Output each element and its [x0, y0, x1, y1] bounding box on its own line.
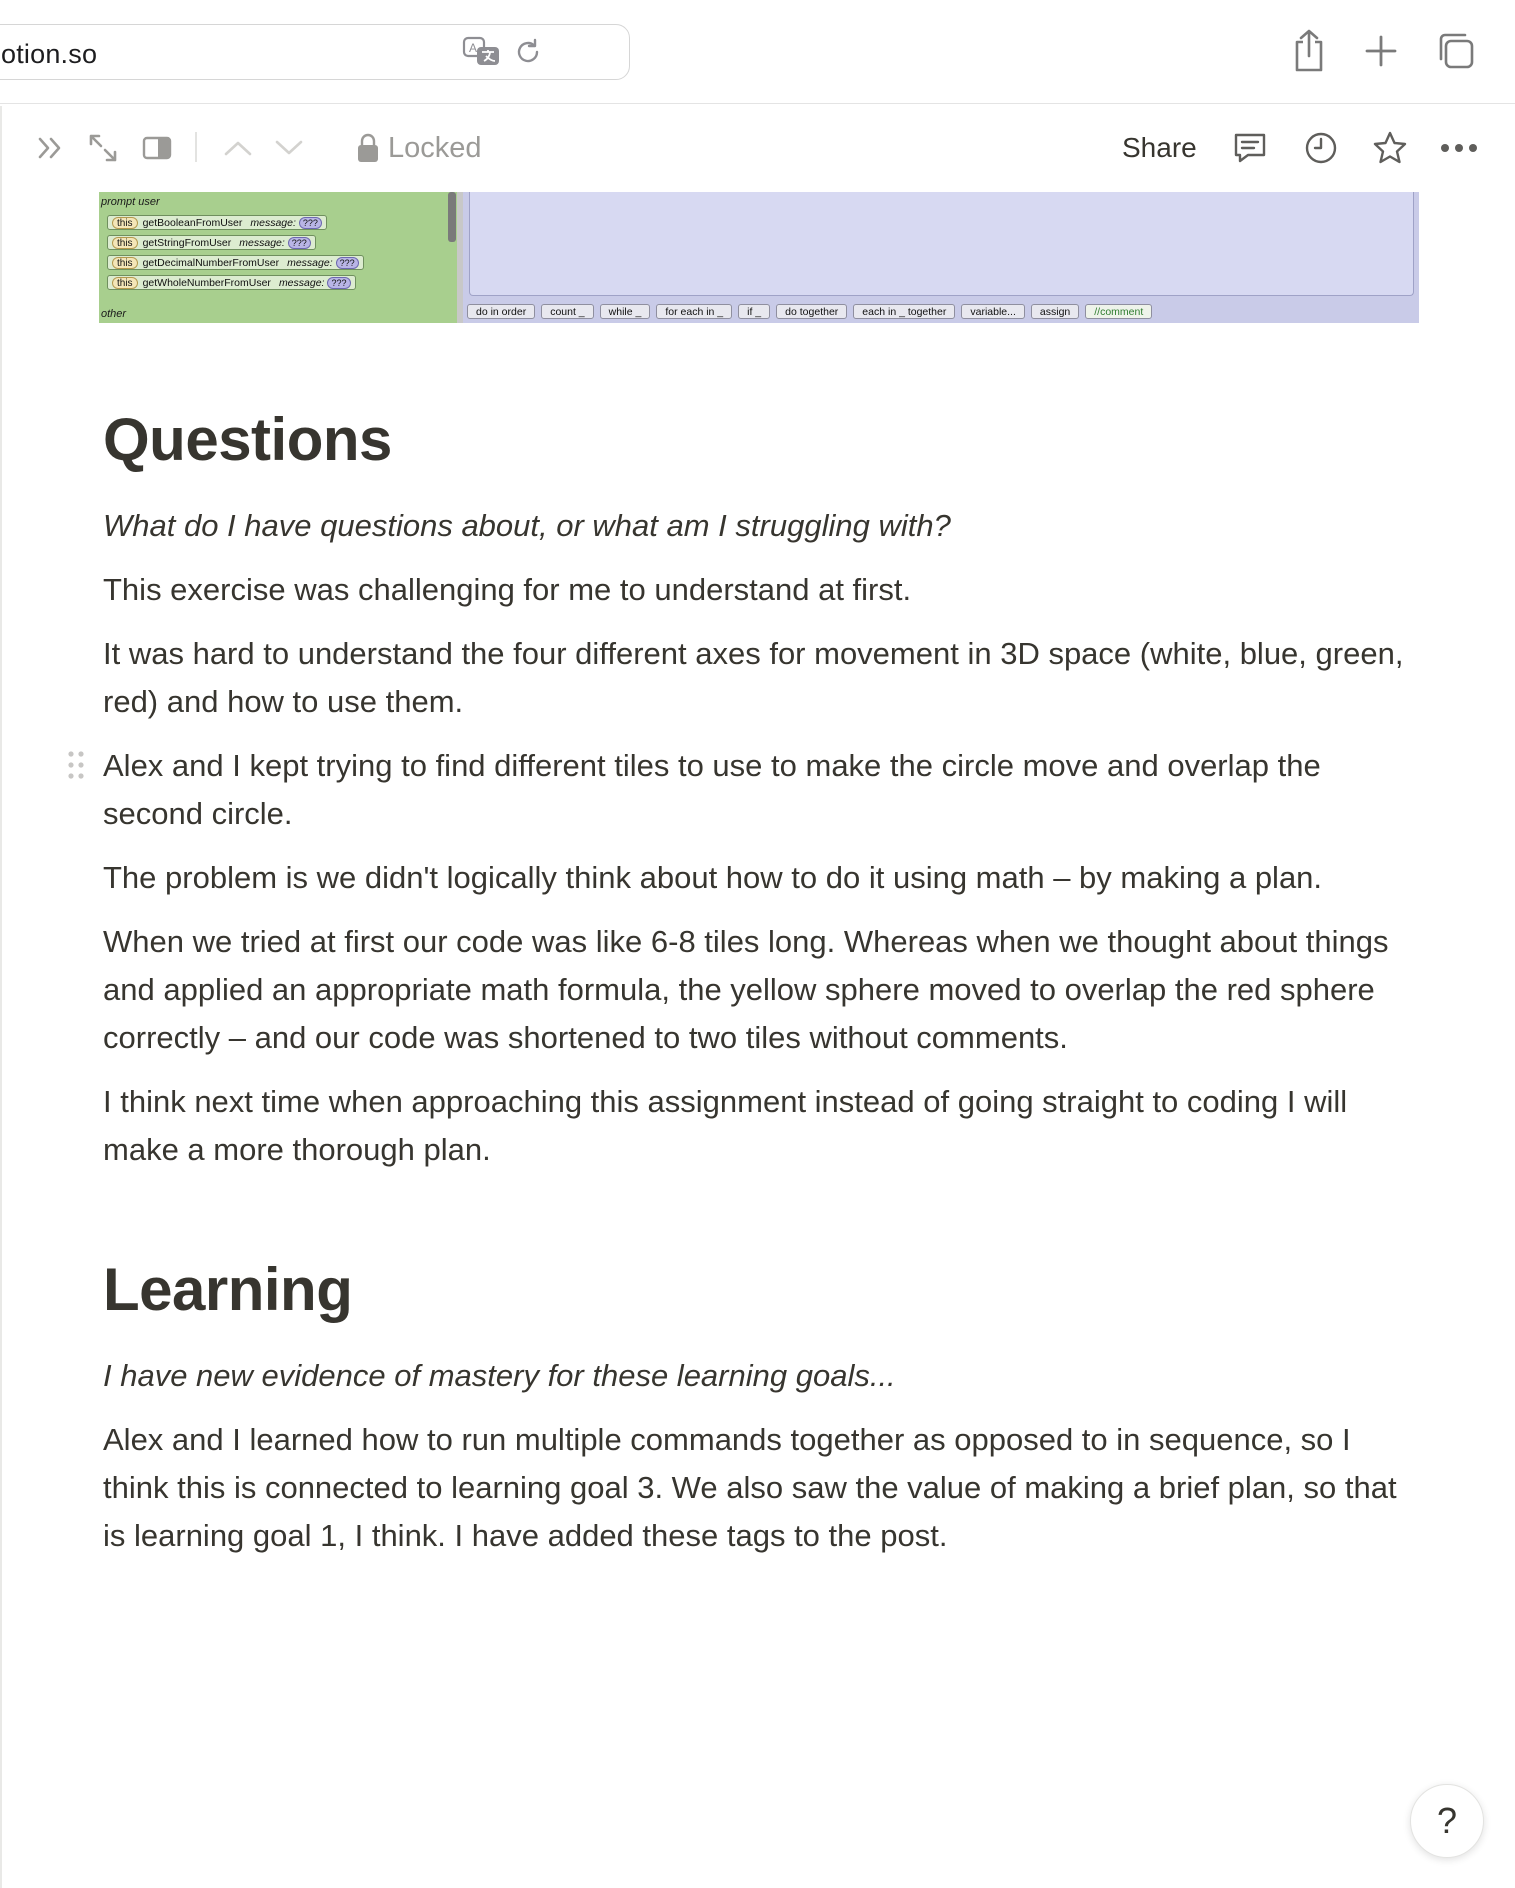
- questions-paragraph: It was hard to understand the four different axes for movement in 3D space (white, blue, green, red) and how to use them.: [103, 636, 1404, 719]
- svg-text:A: A: [469, 41, 478, 55]
- notion-topbar: [0, 108, 1515, 188]
- control-tile: for each in _: [656, 304, 732, 319]
- questions-paragraph: This exercise was challenging for me to understand at first.: [103, 572, 912, 607]
- control-tile: each in _ together: [853, 304, 955, 319]
- share-label: Share: [1122, 132, 1197, 163]
- learning-paragraph: Alex and I learned how to run multiple commands together as opposed to in sequence, so I think this is connected to learning goal 3. We also saw the value of making a brief plan, so that is learning goal 1, I think. I have added these tags to the post.: [103, 1422, 1397, 1553]
- questions-prompt: What do I have questions about, or what am I struggling with?: [103, 508, 951, 543]
- control-tiles-row: [467, 303, 1152, 320]
- palette-other-label: other: [101, 308, 127, 320]
- updates-clock-icon[interactable]: [1301, 128, 1341, 168]
- palette-tile: this getDecimalNumberFromUser message: ???: [107, 254, 364, 271]
- palette-tile: this getStringFromUser message: ???: [107, 234, 316, 251]
- next-page-icon[interactable]: [270, 128, 308, 168]
- palette-category-label: prompt user: [101, 196, 160, 208]
- translate-icon[interactable]: [461, 35, 503, 69]
- questions-paragraph: I think next time when approaching this assignment instead of going straight to coding I will make a more thorough plan.: [103, 1084, 1348, 1167]
- tabs-overview-icon[interactable]: [1430, 26, 1482, 76]
- share-sheet-icon[interactable]: [1283, 26, 1335, 76]
- code-canvas: [469, 192, 1414, 296]
- control-tile: while _: [600, 304, 651, 319]
- control-tile: variable...: [961, 304, 1025, 319]
- favorite-star-icon[interactable]: [1370, 128, 1410, 168]
- url-text: otion.so: [1, 39, 98, 69]
- help-button[interactable]: [1410, 1784, 1484, 1858]
- questions-heading: Questions: [103, 406, 392, 473]
- palette-tile: this getBooleanFromUser message: ???: [107, 214, 327, 231]
- more-options-icon[interactable]: [1438, 128, 1480, 168]
- block-drag-handle-icon[interactable]: [66, 749, 86, 781]
- learning-prompt: I have new evidence of mastery for these learning goals...: [103, 1358, 896, 1393]
- side-peek-icon[interactable]: [138, 128, 176, 168]
- control-tile: //comment: [1085, 304, 1152, 319]
- new-tab-icon[interactable]: [1355, 26, 1407, 76]
- control-tile: do together: [776, 304, 847, 319]
- comments-icon[interactable]: [1230, 128, 1270, 168]
- palette-scrollbar: [448, 192, 456, 242]
- previous-page-icon[interactable]: [219, 128, 257, 168]
- browser-toolbar: [0, 0, 1515, 104]
- locked-label: Locked: [388, 131, 482, 164]
- topbar-divider: [195, 132, 197, 162]
- sidebar-edge: [0, 106, 2, 1888]
- share-button[interactable]: [1122, 128, 1197, 168]
- address-bar[interactable]: [0, 24, 630, 80]
- locked-indicator[interactable]: [356, 128, 482, 168]
- questions-paragraph: When we tried at first our code was like 6-8 tiles long. Whereas when we thought about things and applied an appropriate math formula, the yellow sphere moved to overlap the red sphere correctly – and our code was shortened to two tiles without comments.: [103, 924, 1389, 1055]
- embedded-screenshot: [99, 192, 1419, 323]
- lock-icon: [356, 132, 380, 164]
- questions-paragraph: The problem is we didn't logically think about how to do it using math – by making a plan.: [103, 860, 1323, 895]
- questions-paragraph: Alex and I kept trying to find different tiles to use to make the circle move and overlap the second circle.: [103, 748, 1321, 831]
- help-label: ?: [1436, 1800, 1458, 1841]
- palette-tile: this getWholeNumberFromUser message: ???: [107, 274, 356, 291]
- control-tile: if _: [738, 304, 770, 319]
- tile-palette: [99, 192, 459, 323]
- learning-heading: Learning: [103, 1256, 353, 1323]
- expand-page-icon[interactable]: [84, 128, 122, 168]
- expand-sidebar-icon[interactable]: [32, 128, 70, 168]
- reload-icon[interactable]: [511, 35, 545, 69]
- control-tile: assign: [1031, 304, 1079, 319]
- control-tile: count _: [541, 304, 593, 319]
- control-tile: do in order: [467, 304, 535, 319]
